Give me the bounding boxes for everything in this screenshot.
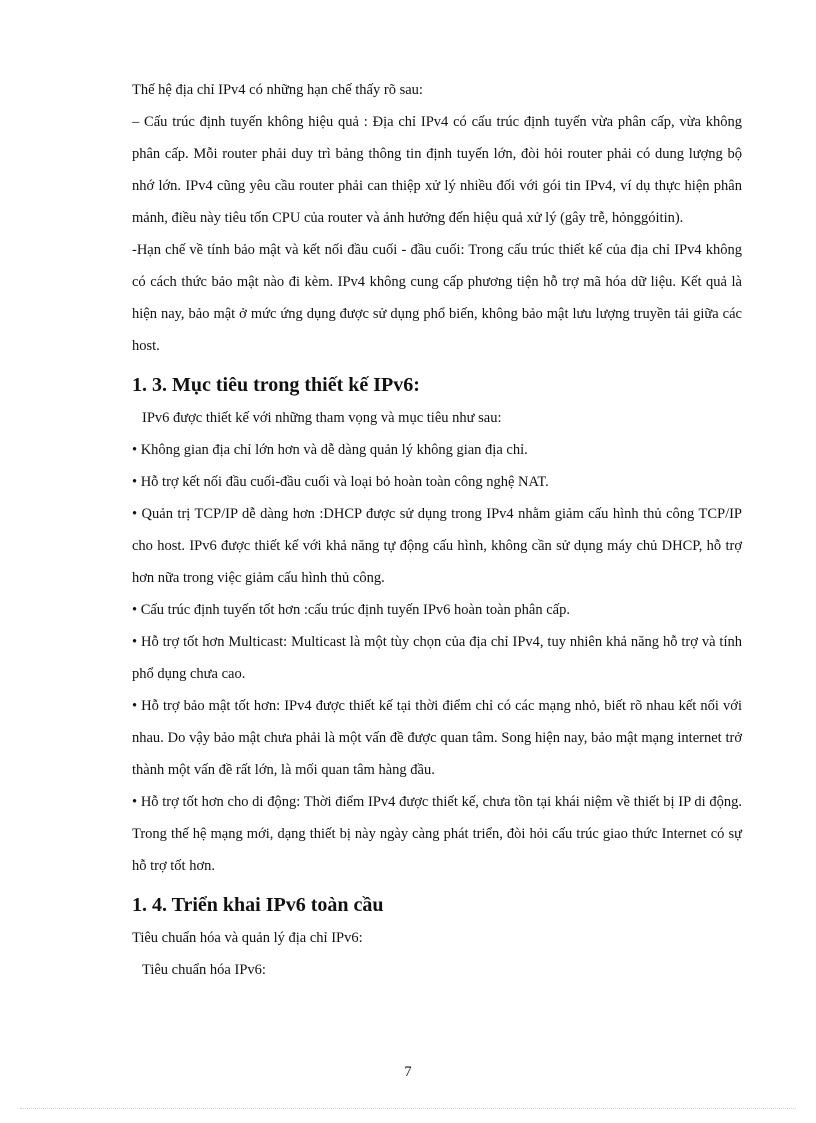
bullet-mobility: • Hỗ trợ tốt hơn cho di động: Thời điểm IPv4 được thiết kế, chưa tồn tại khái niệm về thiết bị IP di động. Trong thế hệ mạng mới, dạng thiết bị này ngày càng phát triển, đòi hỏi cấu trúc giao thức Internet có sự hỗ trợ tốt hơn. <box>132 794 742 874</box>
intro-lead: Thế hệ địa chỉ IPv4 có những hạn chế thấy rõ sau: <box>132 82 423 98</box>
section-heading-deployment: 1. 4. Triển khai IPv6 toàn cầu <box>132 894 384 916</box>
bullet-address-space: • Không gian địa chỉ lớn hơn và dễ dàng quản lý không gian địa chỉ. <box>132 442 528 458</box>
section-heading-goals: 1. 3. Mục tiêu trong thiết kế IPv6: <box>132 374 420 396</box>
bullet-tcpip-management: • Quản trị TCP/IP dễ dàng hơn :DHCP được sử dụng trong IPv4 nhằm giảm cấu hình thủ công TCP/IP cho host. IPv6 được thiết kế với khả năng tự động cấu hình, không cần sử dụng máy chủ DHCP, hỗ trợ hơn nữa trong việc giảm cấu hình thủ công. <box>132 506 742 586</box>
body-text <box>132 74 742 986</box>
goals-lead: IPv6 được thiết kế với những tham vọng và mục tiêu như sau: <box>142 410 502 426</box>
bullet-security: • Hỗ trợ bảo mật tốt hơn: IPv4 được thiết kế tại thời điểm chỉ có các mạng nhỏ, biết rõ nhau kết nối với nhau. Do vậy bảo mật chưa phải là một vấn đề được quan tâm. Song hiện nay, bảo mật mạng internet trở thành một vấn đề rất lớn, là mối quan tâm hàng đầu. <box>132 698 742 778</box>
deployment-line-1: Tiêu chuẩn hóa và quản lý địa chỉ IPv6: <box>132 930 363 946</box>
page-number: 7 <box>404 1064 412 1080</box>
paragraph-security-limitation: -Hạn chế về tính bảo mật và kết nối đầu cuối - đầu cuối: Trong cấu trúc thiết kế của địa chỉ IPv4 không có cách thức bảo mật nào đi kèm. IPv4 không cung cấp phương tiện hỗ trợ mã hóa dữ liệu. Kết quả là hiện nay, bảo mật ở mức ứng dụng được sử dụng phổ biến, không bảo mật lưu lượng truyền tải giữa các host. <box>132 242 742 354</box>
deployment-line-2: Tiêu chuẩn hóa IPv6: <box>142 962 266 978</box>
bullet-routing-structure: • Cấu trúc định tuyến tốt hơn :cấu trúc định tuyến IPv6 hoàn toàn phân cấp. <box>132 602 570 618</box>
bullet-end-to-end: • Hỗ trợ kết nối đầu cuối-đầu cuối và loại bỏ hoàn toàn công nghệ NAT. <box>132 474 549 490</box>
bullet-multicast: • Hỗ trợ tốt hơn Multicast: Multicast là một tùy chọn của địa chỉ IPv4, tuy nhiên khả năng hỗ trợ và tính phổ dụng chưa cao. <box>132 634 742 682</box>
footer-divider <box>20 1108 796 1109</box>
paragraph-routing-inefficiency: – Cấu trúc định tuyến không hiệu quả : Địa chỉ IPv4 có cấu trúc định tuyến vừa phân cấp, vừa không phân cấp. Mỗi router phải duy trì bảng thông tin định tuyến lớn, đòi hỏi router phải có dung lượng bộ nhớ lớn. IPv4 cũng yêu cầu router phải can thiệp xử lý nhiều đối với gói tin IPv4, ví dụ thực hiện phân mảnh, điều này tiêu tốn CPU của router và ảnh hưởng đến hiệu quả xử lý (gây trễ, hỏnggóitin). <box>132 114 742 226</box>
